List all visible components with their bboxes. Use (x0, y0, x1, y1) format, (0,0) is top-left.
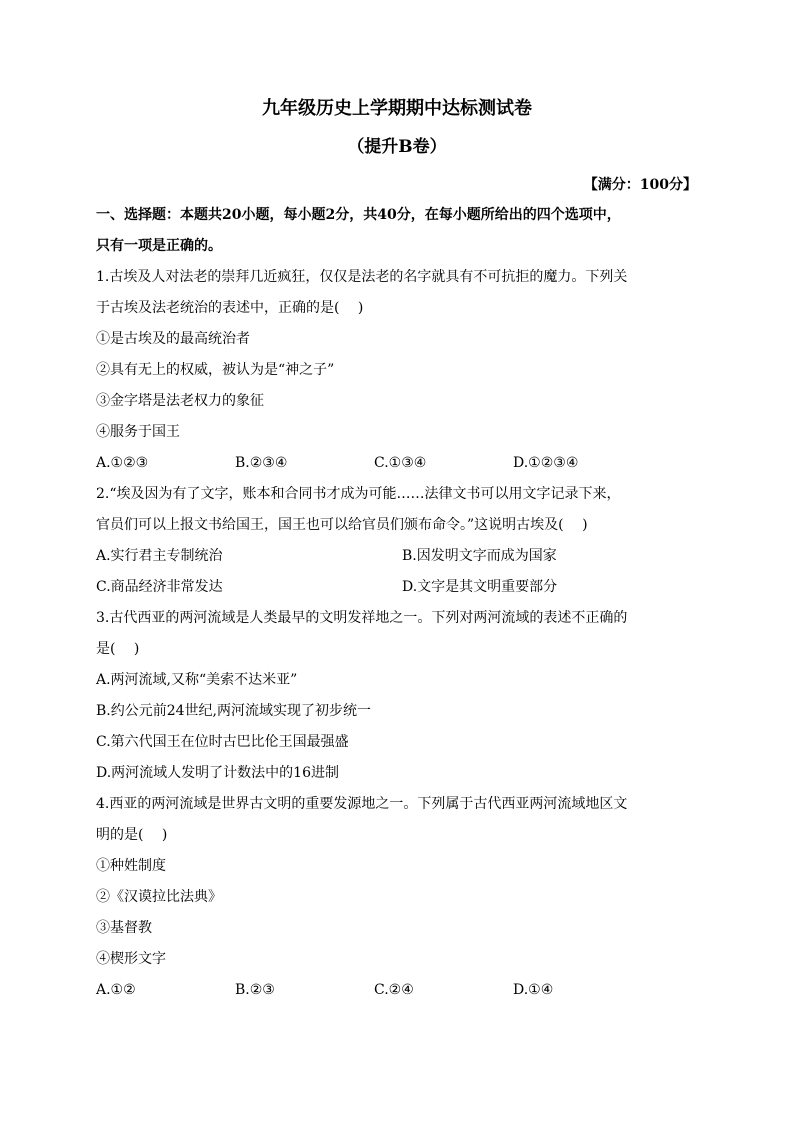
q4-stem: 4.西亚的两河流域是世界古文明的重要发源地之一。下列属于古代西亚两河流域地区文 (96, 796, 628, 812)
section-instruction-cont: 只有一项是正确的。 (96, 238, 222, 254)
q1-item-4: ④服务于国王 (96, 424, 180, 440)
section-instruction: 一、选择题：本题共20小题，每小题2分，共40分，在每小题所给出的四个选项中， (96, 207, 621, 223)
q1-option-d: D.①②③④ (513, 455, 579, 471)
q4-option-d: D.①④ (513, 982, 554, 998)
q2-option-b: B.因发明文字而成为国家 (402, 548, 557, 564)
q3-stem: 3.古代西亚的两河流域是人类最早的文明发祥地之一。下列对两河流域的表述不正确的 (96, 610, 628, 626)
q4-option-b: B.②③ (235, 982, 275, 998)
exam-content (96, 200, 708, 1006)
q4-item-3: ③基督教 (96, 920, 152, 936)
q4-item-1: ①种姓制度 (96, 858, 166, 874)
q1-option-b: B.②③④ (235, 455, 288, 471)
q2-options-row-1 (96, 541, 708, 572)
q1-stem: 1.古埃及人对法老的崇拜几近疯狂，仅仅是法老的名字就具有不可抗拒的魔力。下列关 (96, 269, 628, 285)
q4-options (96, 975, 708, 1006)
q3-option-a: A.两河流域,又称“美索不达米亚” (96, 672, 298, 688)
q1-option-c: C.①③④ (374, 455, 427, 471)
q3-option-d: D.两河流域人发明了计数法中的16进制 (96, 765, 339, 781)
q2-stem: 2.“埃及因为有了文字，账本和合同书才成为可能……法律文书可以用文字记录下来， (96, 486, 621, 502)
q4-item-2: ②《汉谟拉比法典》 (96, 889, 222, 905)
q1-item-2: ②具有无上的权威，被认为是“神之子” (96, 362, 335, 378)
q1-option-a: A.①②③ (96, 455, 149, 471)
exam-title: 九年级历史上学期期中达标测试卷 (262, 98, 532, 119)
q4-item-4: ④楔形文字 (96, 951, 166, 967)
q4-option-c: C.②④ (374, 982, 414, 998)
q2-option-c: C.商品经济非常发达 (96, 579, 223, 595)
q1-item-3: ③金字塔是法老权力的象征 (96, 393, 264, 409)
full-score: 【满分：100分】 (583, 177, 697, 193)
q4-stem-cont: 明的是( ) (96, 827, 168, 843)
q1-item-1: ①是古埃及的最高统治者 (96, 331, 250, 347)
q2-stem-cont: 官员们可以上报文书给国王，国王也可以给官员们颁布命令。”这说明古埃及( ) (96, 517, 588, 533)
q2-option-a: A.实行君主专制统治 (96, 548, 223, 564)
q1-stem-cont: 于古埃及法老统治的表述中，正确的是( ) (96, 300, 364, 316)
q1-options (96, 448, 708, 479)
q3-option-c: C.第六代国王在位时古巴比伦王国最强盛 (96, 734, 349, 750)
q3-option-b: B.约公元前24世纪,两河流域实现了初步统一 (96, 703, 372, 719)
q4-option-a: A.①② (96, 982, 136, 998)
q2-options-row-2 (96, 572, 708, 603)
exam-subtitle: （提升B卷） (347, 137, 447, 157)
q2-option-d: D.文字是其文明重要部分 (402, 579, 558, 595)
q3-stem-cont: 是( ) (96, 641, 140, 657)
